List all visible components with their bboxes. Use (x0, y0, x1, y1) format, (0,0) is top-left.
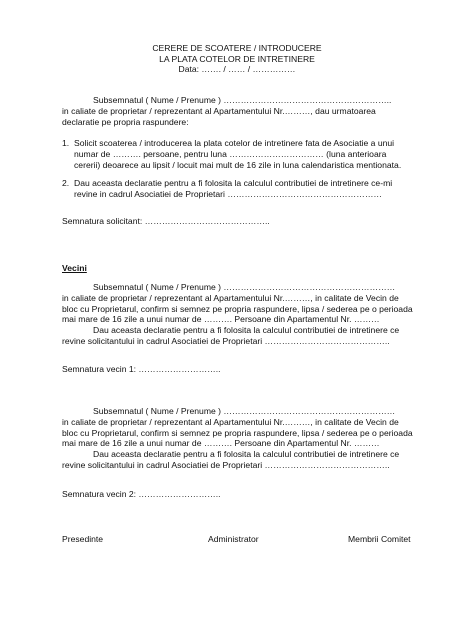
neighbor-1-signature (62, 364, 221, 375)
applicant-signature-line: Semnatura solicitant: …………………………………….. (62, 216, 270, 226)
neighbor-1-signature-line: Semnatura vecin 1: ……………………….. (62, 364, 221, 374)
president-label: Presedinte (62, 534, 104, 544)
item-2-line-1: Dau aceasta declaratie pentru a fi folosita la calculul contributiei de intretinere ce-mi (74, 178, 393, 188)
neighbor-2-signature (62, 489, 221, 500)
item-1 (62, 138, 401, 170)
neighbor-2-declaration (62, 406, 413, 471)
neighbor-1-line-6: revine solicitantului in cadrul Asociatiei de Proprietari …………………………………….. (62, 335, 390, 346)
administrator-label: Administrator (208, 534, 259, 544)
neighbors-heading-text: Vecini (62, 263, 87, 273)
neighbor-2-signature-line: Semnatura vecin 2: ……………………….. (62, 489, 221, 499)
item-number: 2. (62, 178, 70, 188)
neighbor-1-line-4: mai mare de 16 zile a unui numar de ………. Persoane din Apartamentul Nr. ……… (62, 314, 380, 325)
neighbor-2-line-3: bloc cu Proprietarul, confirm si semnez pe propria raspundere, lipsa / sederea pe o perioada (62, 427, 413, 438)
neighbor-2-line-4: mai mare de 16 zile a unui numar de ………. Persoane din Apartamentul Nr. ……… (62, 438, 380, 449)
neighbor-2-line-2: in caliate de proprietar / reprezentant al Apartamentului Nr.………, in calitate de Vecin de (62, 416, 399, 427)
neighbor-2-line-6: revine solicitantului in cadrul Asociatiei de Proprietari …………………………………….. (62, 459, 390, 470)
intro-line-3: declaratie pe propria raspundere: (62, 116, 189, 127)
intro-line-2: in caliate de proprietar / reprezentant al Apartamentului Nr.………, dau urmatoarea (62, 105, 376, 116)
neighbor-2-line-1: Subsemnatul ( Nume / Prenume ) …………………………………………………… (93, 406, 396, 416)
item-2 (62, 178, 392, 200)
neighbor-1-line-3: bloc cu Proprietarul, confirm si semnez pe propria raspundere, lipsa / sederea pe o perioada (62, 303, 413, 314)
document-header (0, 43, 474, 75)
neighbor-1-line-1: Subsemnatul ( Nume / Prenume ) …………………………………………………… (93, 282, 396, 292)
committee-label: Membrii Comitet (348, 534, 411, 544)
neighbor-1-line-2: in caliate de proprietar / reprezentant al Apartamentului Nr.………, in calitate de Vecin de (62, 292, 399, 303)
intro-line-1: Subsemnatul ( Nume / Prenume ) ………………………………………………….. (93, 95, 392, 105)
neighbor-1-line-5: Dau aceasta declaratie pentru a fi folosita la calculul contributiei de intretinere ce (93, 325, 400, 336)
item-number: 1. (62, 138, 70, 148)
intro-paragraph (62, 95, 391, 127)
document-title-line1: CERERE DE SCOATERE / INTRODUCERE (152, 43, 322, 53)
neighbors-heading (62, 263, 87, 274)
signatories-footer (62, 534, 412, 546)
item-1-line-2: numar de ………. persoane, pentru luna …………………………… (luna anterioara (74, 148, 387, 159)
item-2-line-2: revine in cadrul Asociatiei de Proprietari ……………………………………………… (74, 188, 383, 199)
item-1-line-1: Solicit scoaterea / introducerea la plata cotelor de intretinere fata de Asociatie a unui (74, 138, 395, 148)
neighbor-1-declaration (62, 282, 413, 347)
date-line: Data: ……. / …… / …………… (178, 64, 296, 75)
document-title-line2: LA PLATA COTELOR DE INTRETINERE (159, 53, 315, 64)
applicant-signature (62, 216, 270, 227)
neighbor-2-line-5: Dau aceasta declaratie pentru a fi folosita la calculul contributiei de intretinere ce (93, 449, 400, 460)
item-1-line-3: cererii) deoarece au lipsit / locuit mai mult de 16 zile in luna calendaristica mentionata. (74, 159, 402, 170)
